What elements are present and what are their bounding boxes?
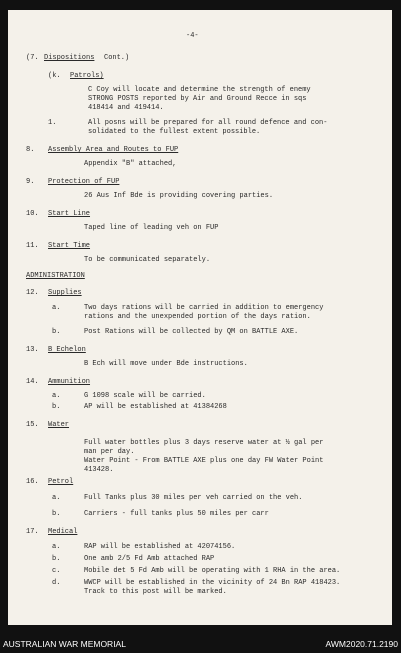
defence-line-2: solidated to the fullest extent possible.: [88, 128, 261, 136]
section-17-a: a.: [52, 543, 61, 551]
section-17-d: d.: [52, 579, 61, 587]
subsection-k-title: Patrols): [70, 72, 104, 80]
document-page: [8, 10, 392, 625]
patrols-line-3: 418414 and 419414.: [88, 104, 164, 112]
section-14-number: 14.: [26, 378, 39, 386]
section-15-title: Water: [48, 421, 70, 429]
section-8-title: Assembly Area and Routes to FUP: [48, 146, 179, 154]
section-9-title: Protection of FUP: [48, 178, 120, 186]
medical-c-line: Mobile det 5 Fd Amb will be operating with 1 RHA in the area.: [84, 567, 341, 575]
water-line-3: Water Point - From BATTLE AXE plus one day FW Water Point: [84, 457, 324, 465]
patrols-line-1: C Coy will locate and determine the strength of enemy: [88, 86, 311, 94]
supplies-b-line-1: Post Rations will be collected by QM on BATTLE AXE.: [84, 328, 299, 336]
section-12-title: Supplies: [48, 289, 82, 297]
water-line-1: Full water bottles plus 3 days reserve water at ½ gal per: [84, 439, 324, 447]
section-10-body: Taped line of leading veh on FUP: [84, 224, 219, 232]
defence-line-1: All posns will be prepared for all round defence and con-: [88, 119, 328, 127]
section-17-b: b.: [52, 555, 61, 563]
section-12-a: a.: [52, 304, 61, 312]
medical-a-line: RAP will be established at 42074156.: [84, 543, 236, 551]
section-9-body: 26 Aus Inf Bde is providing covering parties.: [84, 192, 274, 200]
petrol-a-line: Full Tanks plus 30 miles per veh carried on the veh.: [84, 494, 303, 502]
section-13-title: B Echelon: [48, 346, 86, 354]
subsection-k-number: (k.: [48, 72, 61, 80]
section-15-number: 15.: [26, 421, 39, 429]
section-11-title: Start Time: [48, 242, 91, 250]
petrol-b-line: Carriers - full tanks plus 50 miles per carr: [84, 510, 269, 518]
medical-d-line-2: Track to this post will be marked.: [84, 588, 227, 596]
section-11-number: 11.: [26, 242, 39, 250]
section-17-number: 17.: [26, 528, 39, 536]
subsection-l-number: 1.: [48, 119, 57, 127]
medical-b-line: One amb 2/5 Fd Amb attached RAP: [84, 555, 215, 563]
section-11-body: To be communicated separately.: [84, 256, 211, 264]
patrols-line-2: STRONG POSTS reported by Air and Ground Recce in sqs: [88, 95, 307, 103]
section-10-title: Start Line: [48, 210, 91, 218]
section-8-body: Appendix "B" attached,: [84, 160, 177, 168]
page-number: -4-: [186, 32, 199, 40]
section-17-title: Medical: [48, 528, 78, 536]
section-7-cont: Cont.): [104, 54, 130, 62]
water-line-4: 413428.: [84, 466, 114, 474]
section-12-b: b.: [52, 328, 61, 336]
section-16-number: 16.: [26, 478, 39, 486]
section-8-number: 8.: [26, 146, 35, 154]
medical-d-line-1: WWCP will be established in the vicinity of 24 Bn RAP 418423.: [84, 579, 341, 587]
section-16-title: Petrol: [48, 478, 74, 486]
section-12-number: 12.: [26, 289, 39, 297]
section-16-a: a.: [52, 494, 61, 502]
archive-credit: AUSTRALIAN WAR MEMORIAL: [3, 639, 126, 649]
section-14-title: Ammunition: [48, 378, 91, 386]
section-16-b: b.: [52, 510, 61, 518]
supplies-a-line-2: rations and the unexpended portion of the days ration.: [84, 313, 311, 321]
ammunition-a-line: G 1098 scale will be carried.: [84, 392, 206, 400]
ammunition-b-line: AP will be established at 41384268: [84, 403, 227, 411]
section-13-number: 13.: [26, 346, 39, 354]
section-14-a: a.: [52, 392, 61, 400]
section-14-b: b.: [52, 403, 61, 411]
archive-reference: AWM2020.71.2190: [325, 639, 398, 649]
section-13-body: B Ech will move under Bde instructions.: [84, 360, 248, 368]
administration-heading: ADMINISTRATION: [26, 272, 85, 280]
section-9-number: 9.: [26, 178, 35, 186]
section-10-number: 10.: [26, 210, 39, 218]
section-7-number: (7.: [26, 54, 39, 62]
water-line-2: man per day.: [84, 448, 135, 456]
supplies-a-line-1: Two days rations will be carried in addition to emergency: [84, 304, 324, 312]
section-17-c: c.: [52, 567, 61, 575]
section-7-title: Dispositions: [44, 54, 95, 62]
